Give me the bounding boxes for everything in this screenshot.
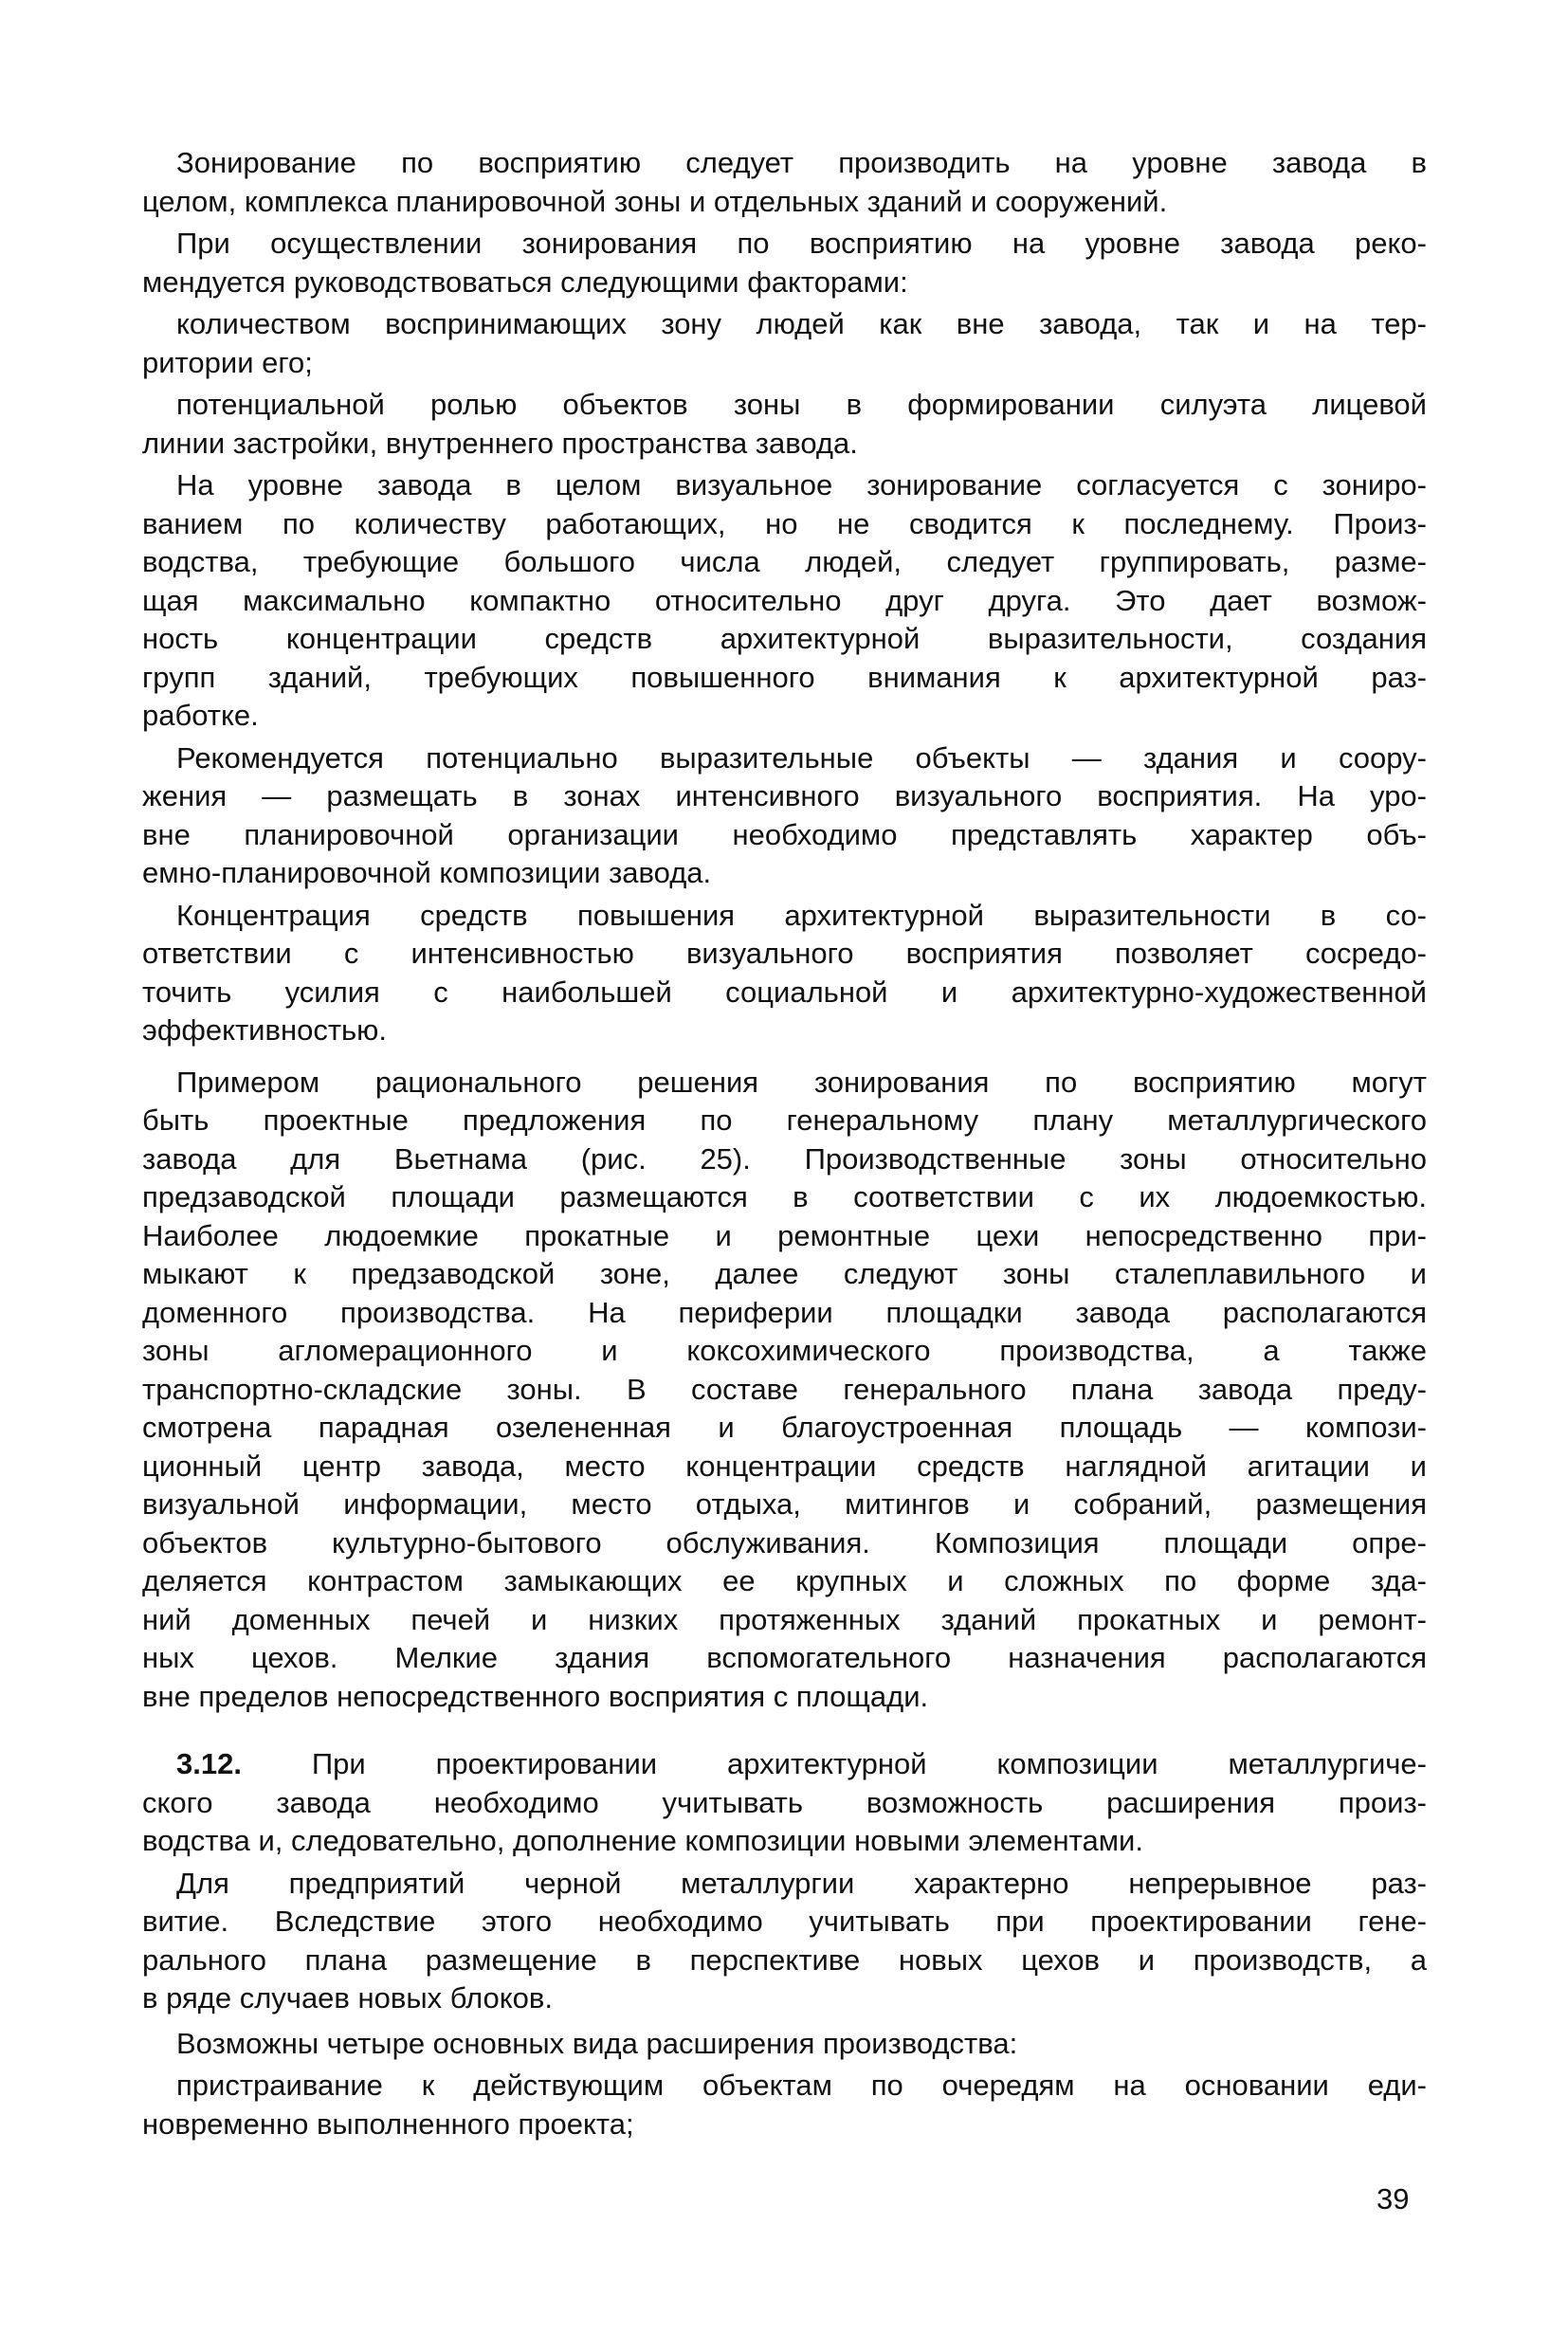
line-text: работке. xyxy=(142,699,259,732)
line-text: Примером рационального решения зонирования по восприятию могут xyxy=(176,1065,1427,1099)
text-line xyxy=(142,264,1427,302)
line-text: пристраивание к действующим объектам по очередям на основании еди- xyxy=(176,2069,1427,2102)
line-text: завода для Вьетнама (рис. 25). Производственные зоны относительно xyxy=(142,1141,1427,1176)
text-line xyxy=(142,1102,1427,1140)
line-text: ритории его; xyxy=(142,345,313,379)
paragraph xyxy=(142,305,1427,382)
text-line xyxy=(142,620,1427,659)
text-line xyxy=(142,1332,1427,1371)
text-line xyxy=(142,739,1427,778)
line-text: ответствии с интенсивностью визуального восприятия позволяет сосредо- xyxy=(142,937,1427,970)
line-text: точить усилия с наибольшей социальной и архитектурно-художественной xyxy=(142,975,1427,1009)
paragraph xyxy=(142,1865,1427,2018)
text-line xyxy=(142,1217,1427,1256)
line-text: объектов культурно-бытового обслуживания. Композиция площади опре- xyxy=(142,1525,1427,1559)
line-text: вне пределов непосредственного восприятия с площади. xyxy=(142,1679,929,1713)
line-text: Наиболее людоемкие прокатные и ремонтные цехи непосредственно при- xyxy=(142,1218,1427,1252)
paragraph xyxy=(142,466,1427,736)
line-text: новременно выполненного проекта; xyxy=(142,2106,634,2141)
page-body-text xyxy=(142,144,1427,2143)
text-line xyxy=(142,777,1427,816)
line-text: Возможны четыре основных вида расширения производства: xyxy=(176,2026,1018,2060)
text-line xyxy=(142,1012,1427,1050)
text-line xyxy=(142,935,1427,974)
paragraph xyxy=(142,2067,1427,2143)
text-line xyxy=(142,225,1427,264)
paragraph xyxy=(142,144,1427,221)
text-line xyxy=(142,2106,1427,2144)
line-text: ность концентрации средств архитектурной выразительности, создания xyxy=(142,622,1427,655)
line-text: ского завода необходимо учитывать возможность расширения произ- xyxy=(142,1785,1427,1819)
text-line xyxy=(142,1903,1427,1942)
line-text: линии застройки, внутреннего пространства завода. xyxy=(142,426,858,460)
text-line xyxy=(142,183,1427,222)
text-line xyxy=(142,1745,1427,1784)
page-number: 39 xyxy=(1377,2182,1410,2215)
text-line xyxy=(142,1140,1427,1179)
paragraph xyxy=(142,739,1427,893)
text-line xyxy=(142,305,1427,344)
text-line xyxy=(142,505,1427,544)
line-text: ванием по количеству работающих, но не сводится к последнему. Произ- xyxy=(142,506,1427,540)
line-text: Концентрация средств повышения архитектурной выразительности в со- xyxy=(176,898,1427,932)
text-line xyxy=(142,1562,1427,1601)
paragraph xyxy=(142,2025,1427,2064)
line-text: Рекомендуется потенциально выразительные объекты — здания и соору- xyxy=(176,740,1427,775)
text-line xyxy=(142,697,1427,736)
text-line xyxy=(142,344,1427,383)
line-text: жения — размещать в зонах интенсивного визуального восприятия. На уро- xyxy=(142,779,1427,812)
text-line xyxy=(142,386,1427,425)
line-text: Для предприятий черной металлургии характерно непрерывное раз- xyxy=(176,1866,1427,1900)
section-number: 3.12. xyxy=(176,1747,242,1780)
text-line xyxy=(142,543,1427,582)
line-text: При проектировании архитектурной композиции металлургиче- xyxy=(311,1747,1427,1780)
line-text: Зонирование по восприятию следует производить на уровне завода в xyxy=(176,146,1427,179)
line-text: ционный центр завода, место концентрации средств наглядной агитации и xyxy=(142,1449,1427,1483)
line-text: щая максимально компактно относительно друг друга. Это дает возмож- xyxy=(142,583,1427,617)
paragraph xyxy=(142,897,1427,1050)
text-line xyxy=(142,1822,1427,1861)
text-line xyxy=(142,974,1427,1012)
text-line xyxy=(142,1865,1427,1904)
line-text: водства и, следовательно, дополнение композиции новыми элементами. xyxy=(142,1824,1143,1857)
text-line xyxy=(142,2025,1427,2064)
text-line xyxy=(142,1448,1427,1486)
text-line xyxy=(142,1178,1427,1217)
line-text: зоны агломерационного и коксохимического производства, а также xyxy=(142,1334,1427,1367)
line-text: в ряде случаев новых блоков. xyxy=(142,1981,554,2015)
text-line xyxy=(142,425,1427,464)
text-line xyxy=(142,1524,1427,1563)
paragraph xyxy=(142,225,1427,301)
text-line xyxy=(142,1784,1427,1823)
text-line xyxy=(142,1678,1427,1717)
text-line xyxy=(142,1409,1427,1448)
line-text: На уровне завода в целом визуальное зонирование согласуется с зониро- xyxy=(176,468,1427,501)
line-text: водства, требующие большого числа людей, следует группировать, разме- xyxy=(142,545,1427,578)
text-line xyxy=(142,1371,1427,1410)
text-line xyxy=(142,816,1427,855)
text-line xyxy=(142,582,1427,621)
line-text: вне планировочной организации необходимо представлять характер объ- xyxy=(142,817,1427,851)
line-text: визуальной информации, место отдыха, митингов и собраний, размещения xyxy=(142,1487,1427,1521)
text-line xyxy=(142,466,1427,505)
line-text: эффективностью. xyxy=(142,1013,388,1047)
line-text: рального плана размещение в перспективе новых цехов и производств, а xyxy=(142,1942,1427,1977)
text-line xyxy=(142,854,1427,893)
text-line xyxy=(142,1255,1427,1294)
text-line xyxy=(142,1979,1427,2018)
line-text: транспортно-складские зоны. В составе генерального плана завода преду- xyxy=(142,1372,1427,1406)
line-text: групп зданий, требующих повышенного внимания к архитектурной раз- xyxy=(142,660,1427,694)
text-line xyxy=(142,1294,1427,1333)
line-text: ний доменных печей и низких протяженных зданий прокатных и ремонт- xyxy=(142,1602,1427,1636)
paragraph xyxy=(142,1745,1427,1861)
line-text: количеством воспринимающих зону людей как вне завода, так и на тер- xyxy=(176,307,1427,340)
line-text: витие. Вследствие этого необходимо учитывать при проектировании гене- xyxy=(142,1905,1427,1938)
line-text: предзаводской площади размещаются в соответствии с их людоемкостью. xyxy=(142,1180,1427,1213)
text-line xyxy=(142,144,1427,183)
text-line xyxy=(142,2067,1427,2106)
text-line xyxy=(142,1639,1427,1678)
text-line xyxy=(142,1601,1427,1640)
line-text: смотрена парадная озелененная и благоустроенная площадь — компози- xyxy=(142,1411,1427,1444)
text-line xyxy=(142,897,1427,936)
line-text: деляется контрастом замыкающих ее крупных и сложных по форме зда- xyxy=(142,1564,1427,1597)
text-line xyxy=(142,1064,1427,1103)
text-line xyxy=(142,1942,1427,1980)
line-text: целом, комплекса планировочной зоны и отдельных зданий и сооружений. xyxy=(142,184,1168,218)
line-text: ных цехов. Мелкие здания вспомогательного назначения располагаются xyxy=(142,1641,1427,1674)
text-line xyxy=(142,1486,1427,1524)
line-text: мыкают к предзаводской зоне, далее следуют зоны сталеплавильного и xyxy=(142,1257,1427,1290)
line-text: мендуется руководствоваться следующими факторами: xyxy=(142,264,908,299)
paragraph xyxy=(142,386,1427,463)
line-text: доменного производства. На периферии площадки завода располагаются xyxy=(142,1295,1427,1329)
text-line xyxy=(142,659,1427,698)
line-text: быть проектные предложения по генеральному плану металлургического xyxy=(142,1103,1427,1137)
paragraph xyxy=(142,1064,1427,1717)
line-text: При осуществлении зонирования по восприятию на уровне завода реко- xyxy=(176,227,1427,260)
line-text: емно-планировочной композиции завода. xyxy=(142,856,712,889)
line-text: потенциальной ролью объектов зоны в формировании силуэта лицевой xyxy=(176,388,1427,421)
